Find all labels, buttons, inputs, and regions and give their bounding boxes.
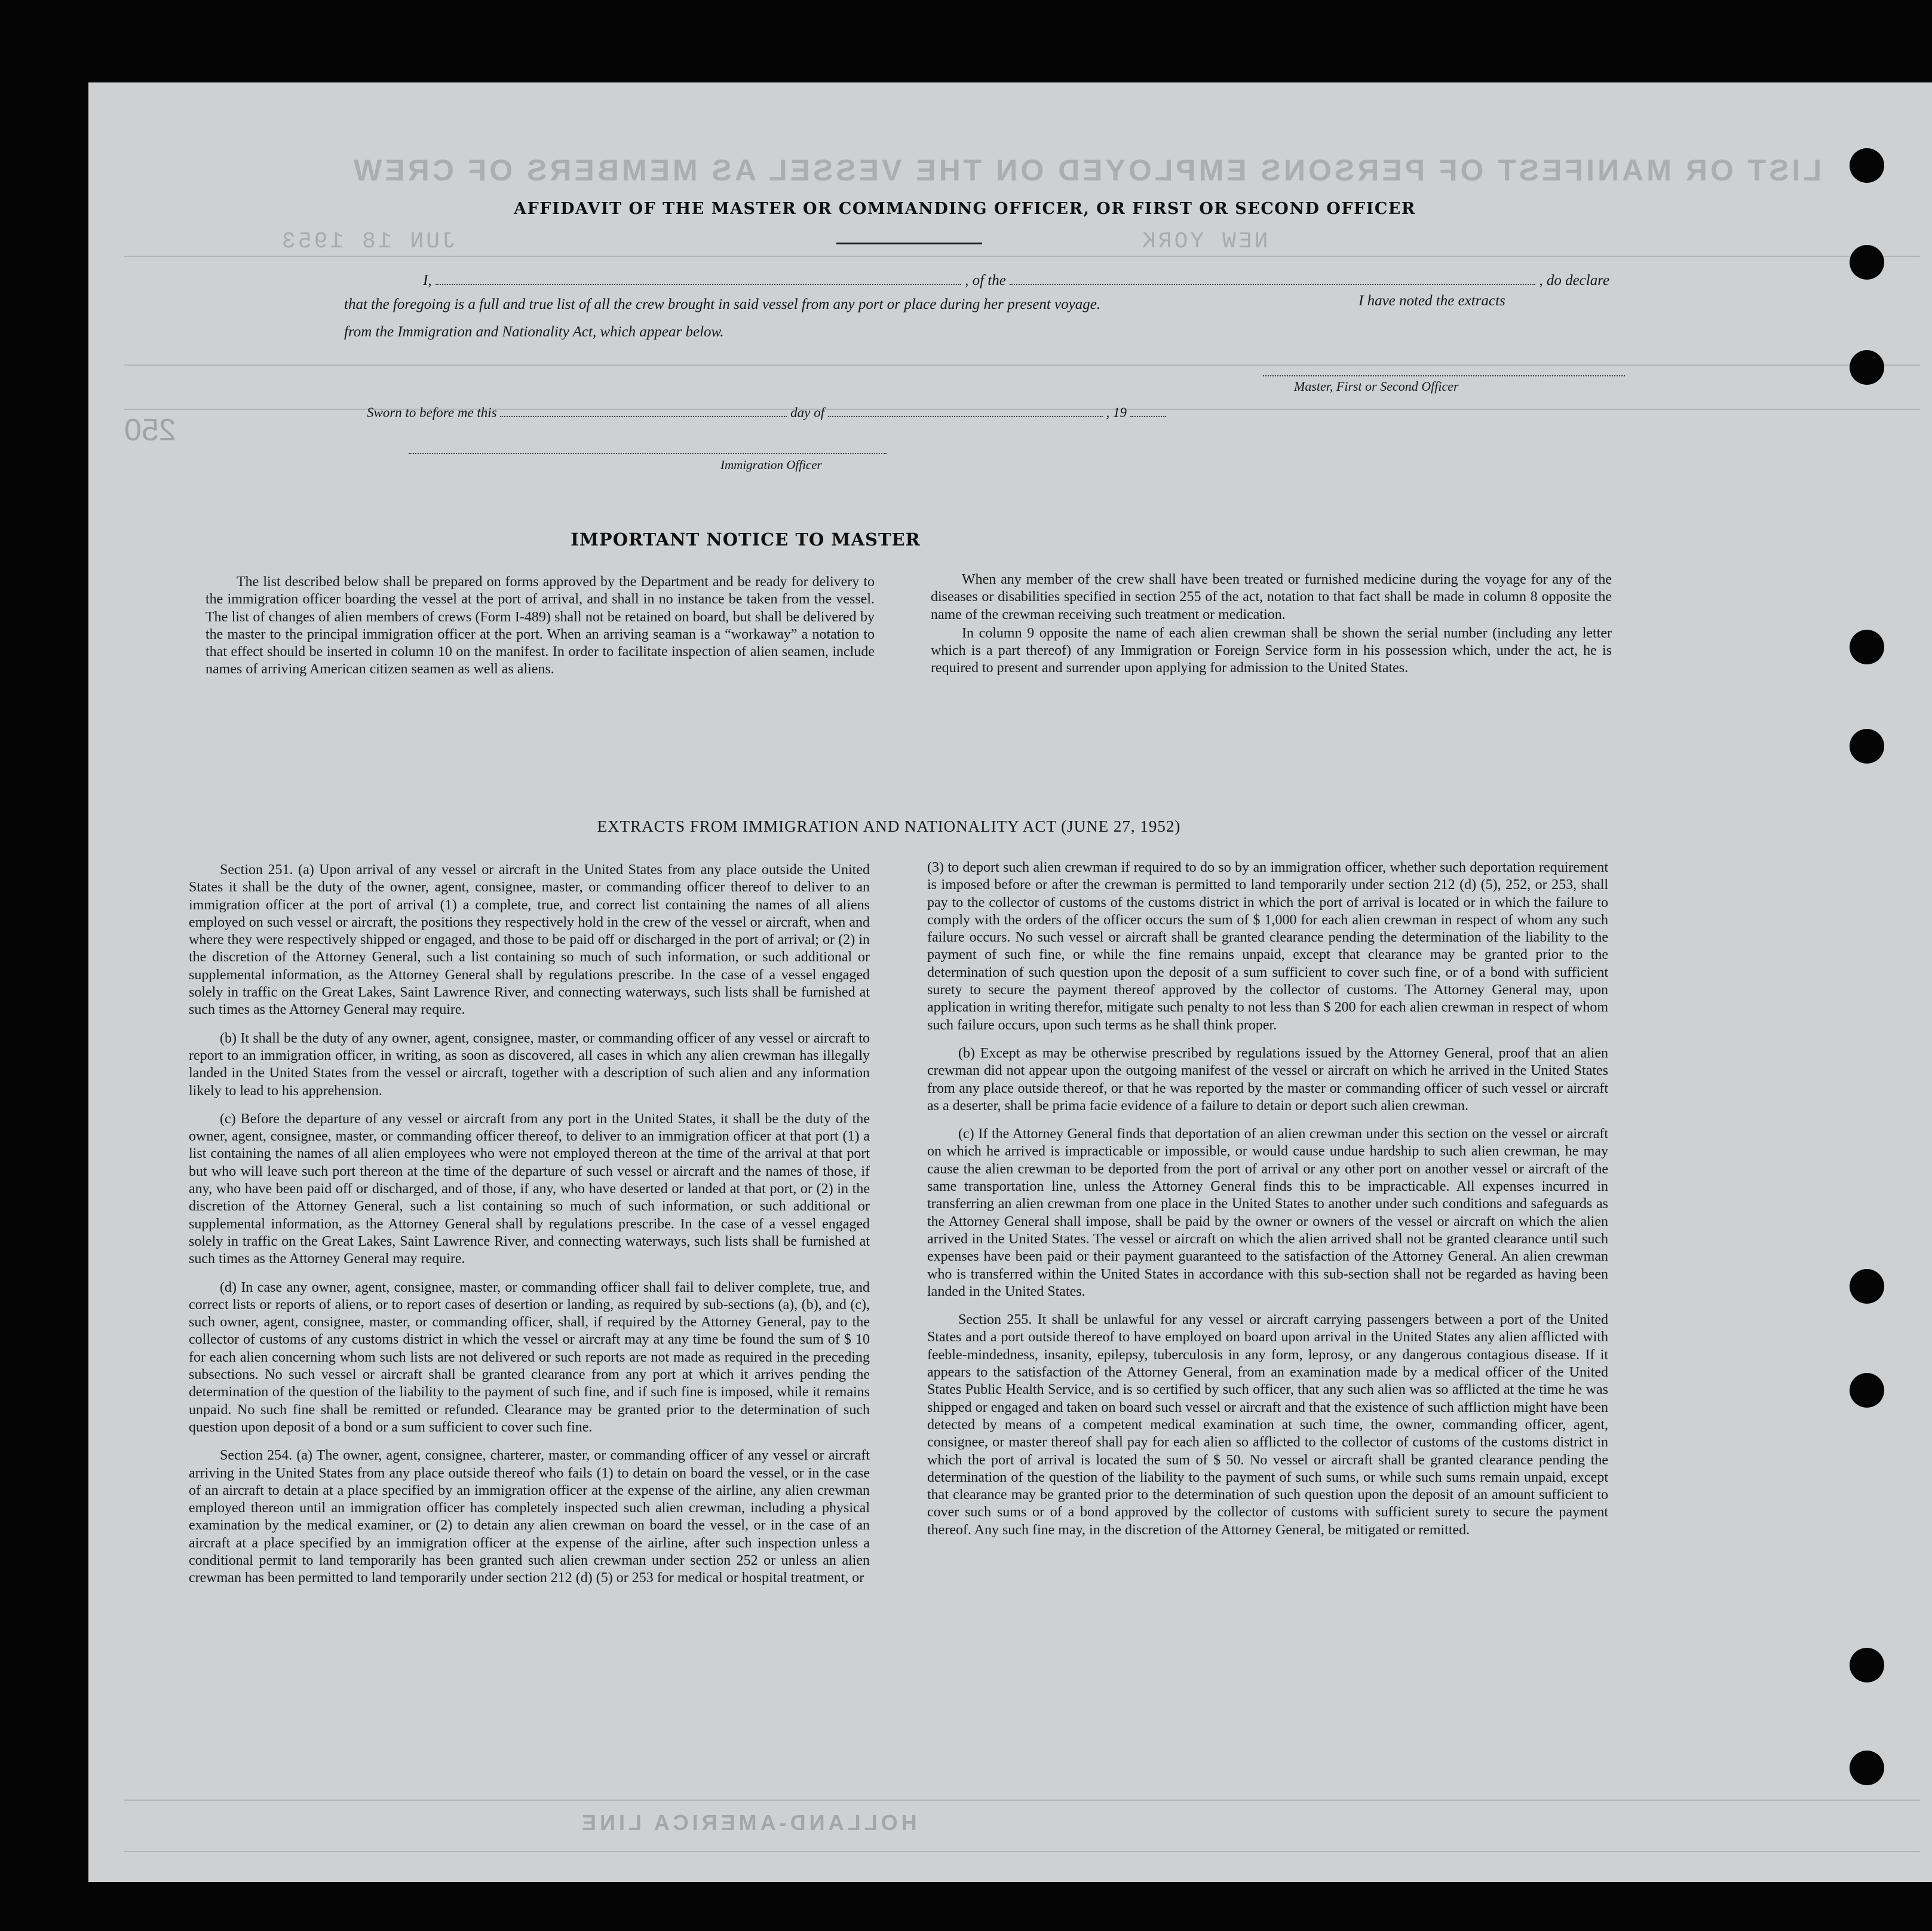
affidavit-line-2b-text: I have noted the extracts — [1358, 293, 1505, 309]
punch-hole — [1850, 630, 1884, 664]
affidavit-line-1 — [423, 272, 1609, 289]
section-251-d: (d) In case any owner, agent, consignee, master, or commanding officer shall fail to deliver complete, true, and correct lists or reports of aliens, or to report cases of desertion or landing, as required by sub-sections (a), (b), and (c), such owner, agent, consignee, master, or commanding officer, shall, if required by the Attorney General, pay to the collector of customs of any customs district in which the vessel or aircraft may at any time be found the sum of $ 10 for each alien concerning whom such lists are not delivered or such reports are not made as required in the preceding subsections. No such vessel or aircraft shall be granted clearance from any port at which it arrives pending the determination of the question of the liability to the payment of such fine, and if such fine is imposed, while it remains unpaid. No such fine shall be remitted or refunded. Clearance may be granted prior to the determination of such question upon deposit of a bond or a sum sufficient to cover such fine. — [189, 1279, 870, 1435]
sworn-line — [367, 405, 1166, 421]
immigration-officer-caption: Immigration Officer — [720, 458, 822, 472]
sworn-label: Sworn to before me this — [367, 405, 497, 420]
extracts-title: EXTRACTS FROM IMMIGRATION AND NATIONALITY ACT (JUNE 27, 1952) — [597, 817, 1181, 835]
notice-right-paragraph-2: In column 9 opposite the name of each alien crewman shall be shown the serial number (including any letter which is a part thereof) of any Immigration or Foreign Service form in his possession which, under the act, he is required to present and surrender upon applying for admission to the United States. — [931, 625, 1612, 676]
notice-right-column — [931, 571, 1612, 678]
bleed-through-line: HOLLAND-AMERICA LINE — [578, 1810, 917, 1835]
section-254-b: (b) Except as may be otherwise prescribed by regulations issued by the Attorney General, proof that an alien crewman did not appear upon the outgoing manifest of the vessel or aircraft on which he arrived in the United States from any place outside thereof, or that he was reported by the master or commanding officer of such vessel or aircraft as a deserter, shall be prima facie evidence of a failure to detain or deport such alien crewman. — [927, 1045, 1608, 1114]
punch-hole — [1850, 1751, 1884, 1785]
sworn-day-of: day of — [790, 405, 824, 420]
punch-hole — [1850, 1648, 1884, 1682]
bleed-rule — [124, 1851, 1920, 1852]
section-254-c: (c) If the Attorney General finds that deportation of an alien crewman under this section on the vessel or aircraft on which he arrived is impracticable or impossible, or would cause undue hardship to such alien crewman, he may cause the alien crewman to be deported from the port of arrival or any other port on another vessel or aircraft of the same transportation line, unless the Attorney General finds this to be impracticable. All expenses incurred in transferring an alien crewman from one place in the United States to another under such conditions and safeguards as the Attorney General shall impose, shall be paid by the owner or owners of the vessel or aircraft on which the alien arrived in the United States. The vessel or aircraft on which the alien arrived shall not be granted clearance until such expenses have been paid or their payment guaranteed to the satisfaction of the Attorney General. An alien crewman who is transferred within the United States in accordance with this sub-section shall not be regarded as having been landed in the United States. — [927, 1126, 1608, 1299]
section-254-a: Section 254. (a) The owner, agent, consignee, charterer, master, or commanding officer of any vessel or aircraft arriving in the United States from any place outside thereof who fails (1) to detain on board the vessel, or in the case of an aircraft to detain at a place specified by an immigration officer at the expense of the airline, any alien crewman employed thereon until an immigration officer has completely inspected such alien crewman, including a physical examination by the medical examiner, or (2) to detain any alien crewman on board the vessel, or in the case of an aircraft at a place specified by an immigration officer at the expense of the airline, after such inspection unless a conditional permit to land temporarily has been granted such alien crewman under section 252 or unless an alien crewman has been permitted to land temporarily under section 212 (d) (5) or 253 for medical or hospital treatment, or — [189, 1448, 870, 1586]
affidavit-line-2b — [1358, 293, 1505, 309]
bleed-through-port: NEW YORK — [1140, 229, 1268, 255]
notice-left-column — [206, 574, 875, 679]
name-blank — [436, 283, 961, 285]
punch-hole — [1850, 245, 1884, 280]
punch-hole — [1850, 729, 1884, 764]
affidavit-title: AFFIDAVIT OF THE MASTER OR COMMANDING OFFICER, OR FIRST OR SECOND OFFICER — [514, 200, 1416, 218]
affidavit-line-3 — [344, 324, 724, 341]
extracts-right-column — [927, 859, 1608, 1539]
affidavit-i-label: I, — [423, 272, 432, 289]
section-251-a: Section 251. (a) Upon arrival of any vessel or aircraft in the United States from any place outside the United States it shall be the duty of the owner, agent, consignee, master, or commanding officer thereof to deliver to an immigration officer at the port of arrival (1) a complete, true, and correct list containing the names of all aliens employed on such vessel or aircraft, the positions they respectively hold in the crew of the vessel or aircraft, when and where they were respectively shipped or engaged, and those to be paid off or discharged in the port of arrival; or (2) in the discretion of the Attorney General, such a list containing so much of such information, or such additional or supplemental information, as the Attorney General shall by regulations prescribe. In the case of a vessel engaged solely in traffic on the Great Lakes, Saint Lawrence River, and connecting waterways, such lists shall be furnished at such times as the Attorney General may require. — [189, 862, 870, 1018]
punch-hole — [1850, 350, 1884, 385]
affidavit-do-declare: , do declare — [1539, 272, 1610, 289]
master-signature-caption: Master, First or Second Officer — [1294, 379, 1459, 394]
section-251-c: (c) Before the departure of any vessel or aircraft from any port in the United States, it shall be the duty of the owner, agent, consignee, master, or commanding officer thereof, to deliver to an immigration officer at that port (1) a list containing the names of all alien employees who were not employed thereon at the time of the arrival at that port but who will leave such port thereon at the time of the departure of such vessel or aircraft and the names of those, if any, who have been paid off or discharged, and of those, if any, who have deserted or landed at that port, or (2) in the discretion of the Attorney General, such a list containing so much of such information, or such additional or supplemental information, as the Attorney General shall by regulations prescribe. In the case of a vessel engaged solely in traffic on the Great Lakes, Saint Lawrence River, and connecting waterways, such lists shall be furnished at such times as the Attorney General may require. — [189, 1111, 870, 1267]
title-underline — [836, 243, 982, 244]
section-254-a-continued: (3) to deport such alien crewman if required to do so by an immigration officer, whether such deportation requirement is imposed before or after the crewman is permitted to land temporarily under section 212 (d) (5), 252, or 253, shall pay to the collector of customs of the customs district in which the port of arrival is located or in which the failure to comply with the orders of the officer occurs the sum of $ 1,000 for each alien crewman in respect of whom any such failure occurs. No such vessel or aircraft shall be granted clearance pending the determination of the liability to the payment of such fine, or while the fine remains unpaid, except that clearance may be granted prior to the determination of such question upon the deposit of a sum sufficient to cover such fine, or of a bond with sufficient surety to secure the payment thereof approved by the collector of customs. The Attorney General may, upon application in writing therefor, mitigate such penalty to not less than $ 200 for each alien crewman in respect of whom such failure occurs, upon such terms as he shall think proper. — [927, 860, 1608, 1033]
punch-hole — [1850, 1269, 1884, 1304]
immigration-officer-line — [409, 453, 887, 454]
bleed-rule — [124, 364, 1920, 366]
punch-hole — [1850, 148, 1884, 183]
notice-right-paragraph-1: When any member of the crew shall have been treated or furnished medicine during the voyage for any of the diseases or disabilities specified in section 255 of the act, notation to that fact shall be made in column 8 opposite the name of the crewman receiving such treatment or medication. — [931, 572, 1612, 623]
extracts-left-column — [189, 862, 870, 1587]
bleed-rule — [124, 1800, 1920, 1801]
section-251-b: (b) It shall be the duty of any owner, agent, consignee, master, or commanding officer of any vessel or aircraft to report to an immigration officer, in writing, as soon as discovered, all cases in which any alien crewman has illegally landed in the United States from the vessel or aircraft, together with a description of such alien and any information likely to lead to his apprehension. — [189, 1030, 870, 1099]
bleed-through-date: JUN 18 1953 — [280, 229, 456, 255]
sworn-year-prefix: , 19 — [1106, 405, 1127, 420]
document-sheet — [88, 82, 1932, 1882]
bleed-through-title: LIST OR MANIFEST OF PERSONS EMPLOYED ON THE VESSEL AS MEMBERS OF CREW — [351, 154, 1821, 187]
affidavit-line-2-text: that the foregoing is a full and true list of all the crew brought in said vessel from any port or place during her present voyage. — [344, 296, 1101, 312]
sworn-month-blank — [828, 415, 1103, 417]
affidavit-line-3-text: from the Immigration and Nationality Act, which appear below. — [344, 324, 724, 340]
master-signature-line — [1263, 375, 1625, 376]
important-notice-title: IMPORTANT NOTICE TO MASTER — [571, 529, 921, 550]
bleed-rule — [124, 256, 1920, 257]
affidavit-line-2 — [344, 296, 1100, 313]
vessel-blank — [1010, 283, 1535, 285]
sworn-day-blank — [500, 415, 787, 417]
affidavit-of-the: , of the — [965, 272, 1006, 289]
bleed-through-stamp: 250 — [124, 413, 176, 447]
sworn-year-blank — [1130, 415, 1166, 417]
section-255: Section 255. It shall be unlawful for any vessel or aircraft carrying passengers between a port of the United States and a port outside thereof to have employed on board upon arrival in the United States any alien afflicted with feeble-mindedness, insanity, epilepsy, tuberculosis in any form, leprosy, or any dangerous contagious disease. If it appears to the satisfaction of the Attorney General, from an examination made by a medical officer of the United States Public Health Service, and is so certified by such officer, that any such alien was so afflicted at the time he was shipped or engaged and taken on board such vessel or aircraft and that the existence of such affliction might have been detected by means of a competent medical examination at such time, the owner, commanding officer, agent, consignee, or master thereof shall pay for each alien so afflicted to the collector of customs of the customs district in which the port of arrival is located the sum of $ 50. No vessel or aircraft shall be granted clearance pending the determination of the question of the liability to the payment of such sums, or while such sums remain unpaid, except that clearance may be granted prior to the determination of such question upon the deposit of an amount sufficient to cover such sums or of a bond approved by the collector of customs with sufficient surety to secure the payment thereof. Any such fine may, in the discretion of the Attorney General, be mitigated or remitted. — [927, 1312, 1608, 1538]
notice-left-paragraph: The list described below shall be prepared on forms approved by the Department and be ready for delivery to the immigration officer boarding the vessel at the port of arrival, and shall in no instance be taken from the vessel. The list of changes of alien members of crews (Form I-489) shall not be retained on board, but shall be delivered by the master to the principal immigration officer at the port. When an arriving seaman is a “workaway” a notation to that effect should be inserted in column 10 on the manifest. In order to facilitate inspection of alien seamen, include names of arriving American citizen seamen as well as aliens. — [206, 574, 875, 678]
punch-hole — [1850, 1373, 1884, 1408]
